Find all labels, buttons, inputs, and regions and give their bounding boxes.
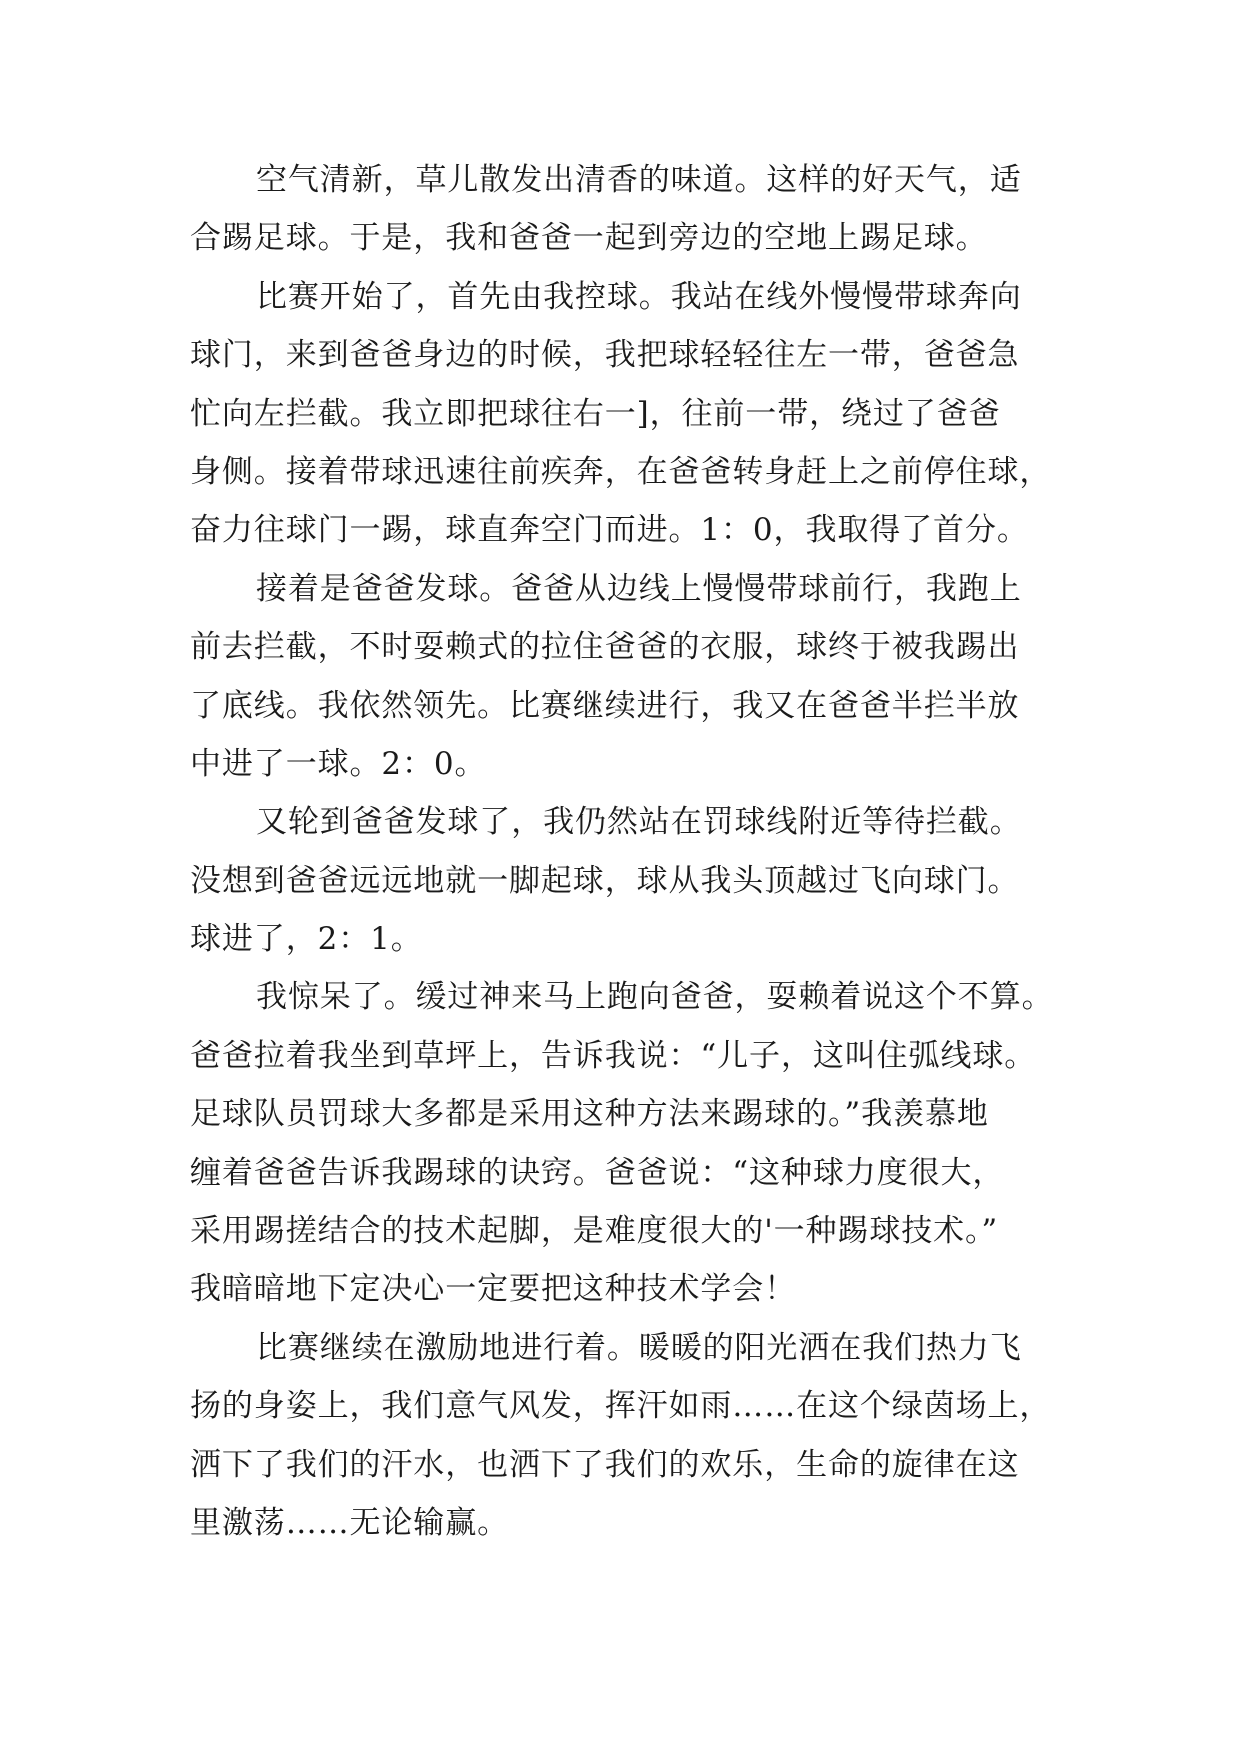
text-line: 奋力往球门一踢，球直奔空门而进。1：0，我取得了首分。 — [190, 512, 1029, 549]
paragraph-first-line: 比赛开始了，首先由我控球。我站在线外慢慢带球奔向 — [256, 278, 1022, 315]
text-line: 球门，来到爸爸身边的时候，我把球轻轻往左一带，爸爸急 — [190, 337, 1020, 374]
paragraph-first-line: 空气清新，草儿散发出清香的味道。这样的好天气，适 — [256, 162, 1022, 198]
text-line: 足球队员罚球大多都是采用这种方法来踢球的。”我羡慕地 — [190, 1096, 989, 1133]
text-line: 我暗暗地下定决心一定要把这种技术学会！ — [190, 1271, 797, 1308]
paragraph-first-line: 接着是爸爸发球。爸爸从边线上慢慢带球前行，我跑上 — [256, 570, 1022, 607]
text-line: 采用踢搓结合的技术起脚，是难度很大的'一种踢球技术。” — [190, 1213, 999, 1250]
paragraph-first-line: 比赛继续在激励地进行着。暖暖的阳光洒在我们热力飞 — [256, 1329, 1022, 1366]
text-line: 缠着爸爸告诉我踢球的诀窍。爸爸说：“这种球力度很大， — [190, 1154, 1005, 1191]
paragraph-first-line: 我惊呆了。缓过神来马上跑向爸爸，耍赖着说这个不算。 — [256, 979, 1054, 1016]
text-line: 中进了一球。2：0。 — [190, 745, 487, 782]
document-body — [190, 151, 1070, 1552]
text-line: 里激荡……无论输赢。 — [190, 1504, 509, 1541]
text-line: 了底线。我依然领先。比赛继续进行，我又在爸爸半拦半放 — [190, 687, 1020, 724]
text-line: 身侧。接着带球迅速往前疾奔，在爸爸转身赶上之前停住球， — [190, 453, 1052, 490]
text-line: 合踢足球。于是，我和爸爸一起到旁边的空地上踢足球。 — [190, 220, 988, 257]
text-line: 忙向左拦截。我立即把球往右一]，往前一带，绕过了爸爸 — [190, 395, 1001, 432]
text-line: 球进了，2：1。 — [190, 921, 423, 958]
text-line: 前去拦截，不时耍赖式的拉住爸爸的衣服，球终于被我踢出 — [190, 629, 1020, 666]
text-line: 爸爸拉着我坐到草坪上，告诉我说：“儿子，这叫住弧线球。 — [190, 1037, 1037, 1074]
text-line: 扬的身姿上，我们意气风发，挥汗如雨……在这个绿茵场上， — [190, 1388, 1052, 1425]
text-line: 洒下了我们的汗水，也洒下了我们的欢乐，生命的旋律在这 — [190, 1446, 1020, 1483]
paragraph-first-line: 又轮到爸爸发球了，我仍然站在罚球线附近等待拦截。 — [256, 804, 1022, 841]
text-line: 没想到爸爸远远地就一脚起球，球从我头顶越过飞向球门。 — [190, 862, 1020, 899]
